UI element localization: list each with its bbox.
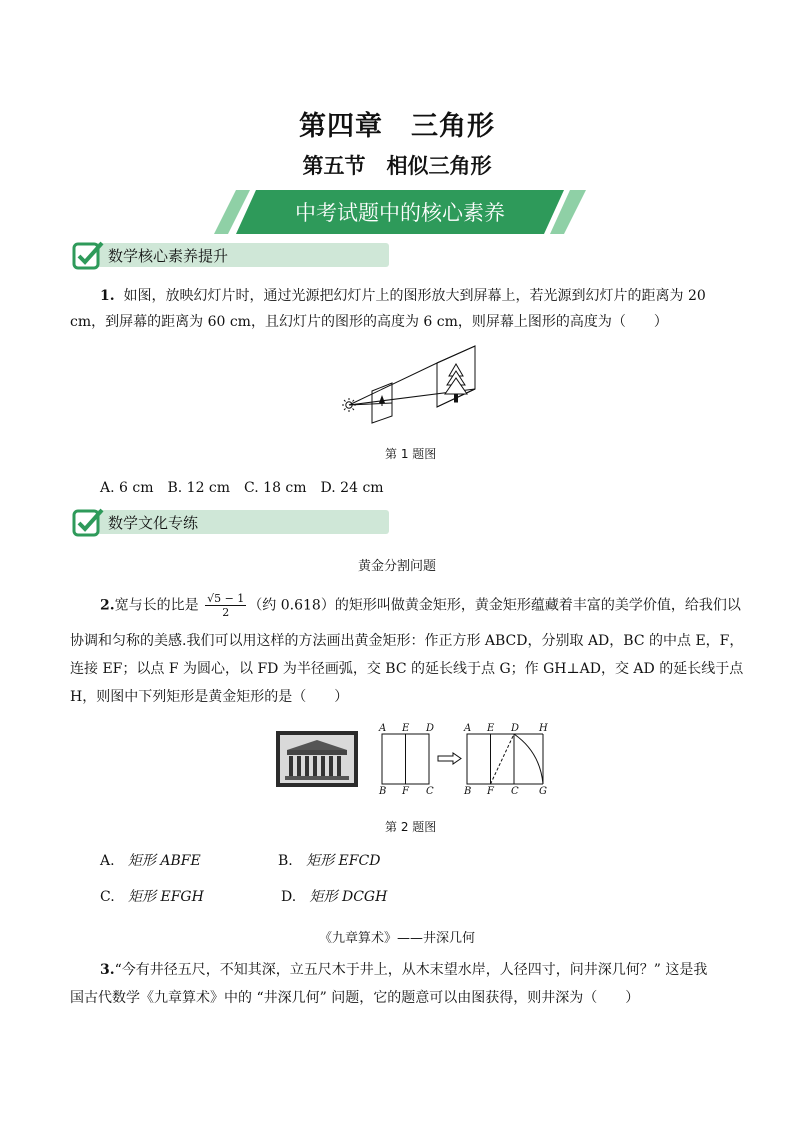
label-E2: E [487,723,495,734]
q1-line2: cm，到屏幕的距离为 60 cm，且幻灯片的图形的高度为 6 cm，则屏幕上图形的高度为（ ） [70,314,668,330]
q3-line1: “今有井径五尺，不知其深，立五尺木于井上，从木末望水岸，人径四寸，问井深几何？” 这是我 [114,962,708,978]
golden-title: 黄金分割问题 [357,559,436,574]
fraction [205,592,246,619]
q2-pre: 宽与长的比是 [114,597,199,614]
banner [214,190,586,234]
figure-2-caption: 第 2 题图 [385,820,437,834]
q2-option-a [100,848,201,874]
label-B2: B [464,786,472,796]
golden-rectangle-figure [275,722,550,796]
option-key: C. [100,889,115,905]
q1-line1: 如图，放映幻灯片时，通过光源把幻灯片上的图形放大到屏幕上，若光源到幻灯片的距离为 20 [123,288,706,304]
q2-number: 2. [100,597,115,614]
question-2 [100,592,740,619]
well-title: 《九章算术》——井深几何 [318,931,475,946]
section-header-culture [72,507,390,537]
q1-number: 1. [100,288,115,304]
option-value: 矩形 ABFE [127,853,201,869]
label-E: E [402,723,410,734]
section-title: 第五节 相似三角形 [302,153,492,178]
option-value: 矩形 EFCD [306,853,381,869]
option-value: 矩形 EFGH [128,889,204,905]
q2-option-d [281,884,387,910]
projector-figure [335,343,485,425]
option-value: 矩形 DCGH [309,889,388,905]
section-label: 数学核心素养提升 [108,247,229,265]
label-H: H [539,723,548,734]
q2-post: （约 0.618）的矩形叫做黄金矩形，黄金矩形蕴藏着丰富的美学价值，给我们以 [248,597,741,614]
label-F: F [402,786,409,796]
chapter-title: 第四章 三角形 [299,111,495,142]
question-1 [100,283,730,309]
q1-options: A. 6 cm B. 12 cm C. 18 cm D. 24 cm [100,480,384,496]
fraction-denominator: 2 [222,606,230,619]
option-key: D. [281,889,297,905]
label-D2: D [511,723,520,734]
q3-number: 3. [100,962,115,978]
label-C2: C [511,786,519,796]
label-D: D [426,723,435,734]
q2-line2: 协调和匀称的美感.我们可以用这样的方法画出黄金矩形：作正方形 ABCD，分别取 AD，BC 的中点 E，F， [70,633,744,649]
option-key: A. [100,853,115,869]
label-F2: F [487,786,494,796]
parthenon-image [276,731,358,787]
q2-line4: H，则图中下列矩形是黄金矩形的是（ ） [70,689,349,705]
q2-option-b [278,848,380,874]
label-B: B [379,786,387,796]
q3-line2: 国古代数学《九章算术》中的 “井深几何” 问题，它的题意可以由图获得，则井深为（ ） [70,990,640,1006]
section-label: 数学文化专练 [108,514,199,532]
label-A2: A [464,723,472,734]
q2-option-c [100,884,204,910]
question-3 [100,957,760,983]
figure-1-caption: 第 1 题图 [385,447,437,461]
section-header-core [72,240,390,270]
fraction-numerator: √5 − 1 [207,592,245,605]
option-key: B. [278,853,293,869]
label-A: A [379,723,387,734]
label-C: C [426,786,434,796]
q2-line3: 连接 EF；以点 F 为圆心，以 FD 为半径画弧，交 BC 的延长线于点 G；作 GH⊥AD，交 AD 的延长线于点 [70,661,744,677]
banner-text: 中考试题中的核心素养 [295,201,505,225]
label-G: G [539,786,547,796]
check-icon [72,507,104,537]
check-icon [72,240,104,270]
